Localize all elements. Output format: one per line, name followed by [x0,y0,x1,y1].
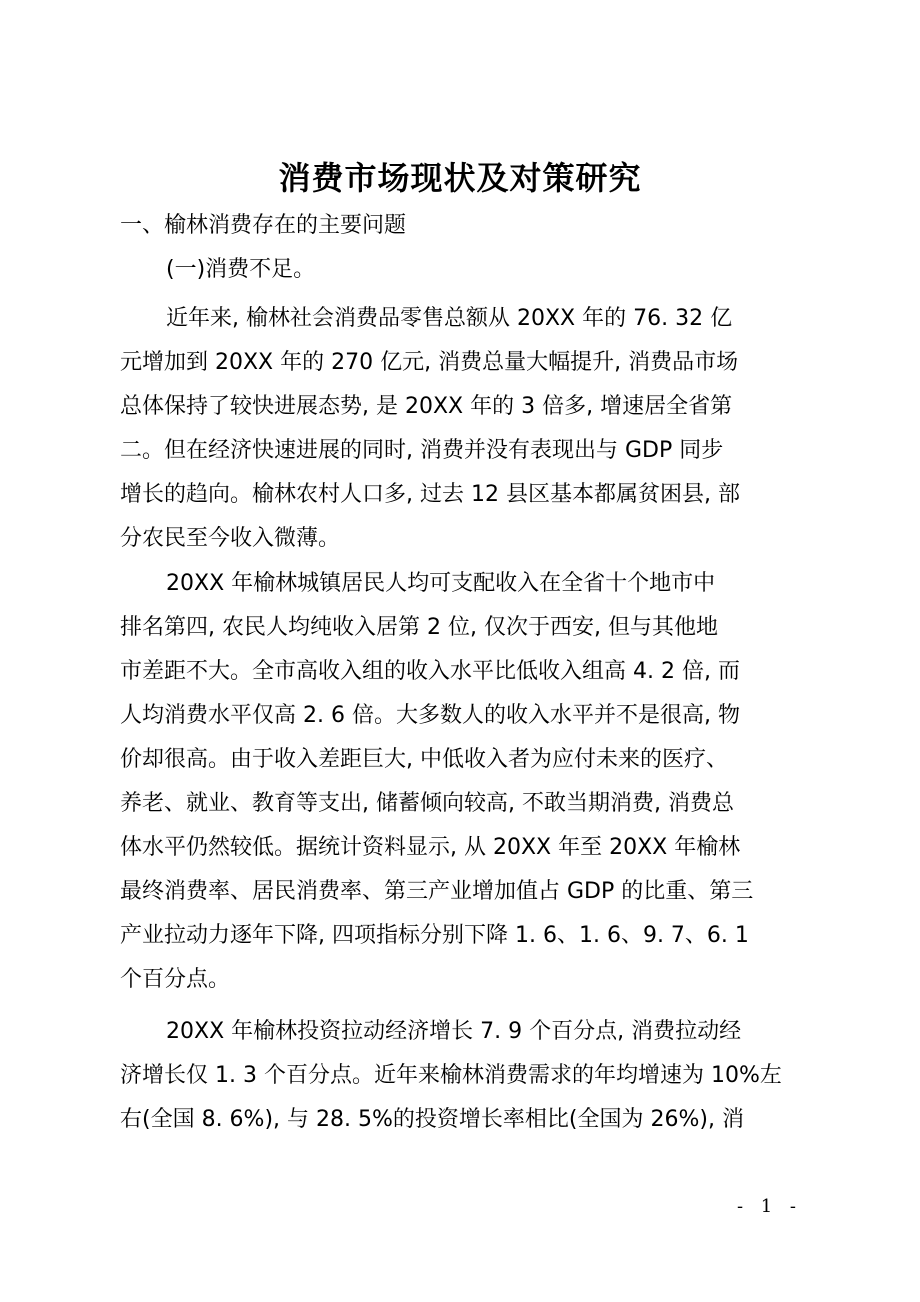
paragraph-line: 元增加到 20XX 年的 270 亿元, 消费总量大幅提升, 消费品市场 [120,350,739,375]
section-heading: 一、榆林消费存在的主要问题 [120,213,407,238]
paragraph-line: 排名第四, 农民人均纯收入居第 2 位, 仅次于西安, 但与其他地 [120,615,718,640]
paragraph-line: 20XX 年榆林城镇居民人均可支配收入在全省十个地市中 [166,571,716,596]
paragraph-line: 二。但在经济快速进展的同时, 消费并没有表现出与 GDP 同步 [120,438,724,463]
paragraph-line: 产业拉动力逐年下降, 四项指标分别下降 1. 6、1. 6、9. 7、6. 1 [120,923,749,948]
paragraph-3 [120,1010,810,1142]
page-number: - 1 - [736,1196,802,1217]
paragraph-line: 最终消费率、居民消费率、第三产业增加值占 GDP 的比重、第三 [120,879,754,904]
subsection-heading: (一)消费不足。 [166,257,316,282]
paragraph-line: 20XX 年榆林投资拉动经济增长 7. 9 个百分点, 消费拉动经 [166,1019,742,1044]
paragraph-line: 济增长仅 1. 3 个百分点。近年来榆林消费需求的年均增速为 10%左 [120,1063,782,1088]
paragraph-line: 增长的趋向。榆林农村人口多, 过去 12 县区基本都属贫困县, 部 [120,482,740,507]
paragraph-1 [120,297,810,561]
paragraph-line: 体水平仍然较低。据统计资料显示, 从 20XX 年至 20XX 年榆林 [120,835,741,860]
document-title: 消费市场现状及对策研究 [278,159,642,197]
paragraph-line: 市差距不大。全市高收入组的收入水平比低收入组高 4. 2 倍, 而 [120,659,740,684]
paragraph-line: 近年来, 榆林社会消费品零售总额从 20XX 年的 76. 32 亿 [166,306,733,331]
paragraph-line: 养老、就业、教育等支出, 储蓄倾向较高, 不敢当期消费, 消费总 [120,791,734,816]
paragraph-2 [120,562,810,1002]
paragraph-line: 人均消费水平仅高 2. 6 倍。大多数人的收入水平并不是很高, 物 [120,703,740,728]
paragraph-line: 个百分点。 [120,967,231,992]
paragraph-line: 右(全国 8. 6%), 与 28. 5%的投资增长率相比(全国为 26%), 消 [120,1107,744,1132]
paragraph-line: 分农民至今收入微薄。 [120,526,341,551]
paragraph-line: 价却很高。由于收入差距巨大, 中低收入者为应付未来的医疗、 [120,747,728,772]
paragraph-line: 总体保持了较快进展态势, 是 20XX 年的 3 倍多, 增速居全省第 [120,394,733,419]
